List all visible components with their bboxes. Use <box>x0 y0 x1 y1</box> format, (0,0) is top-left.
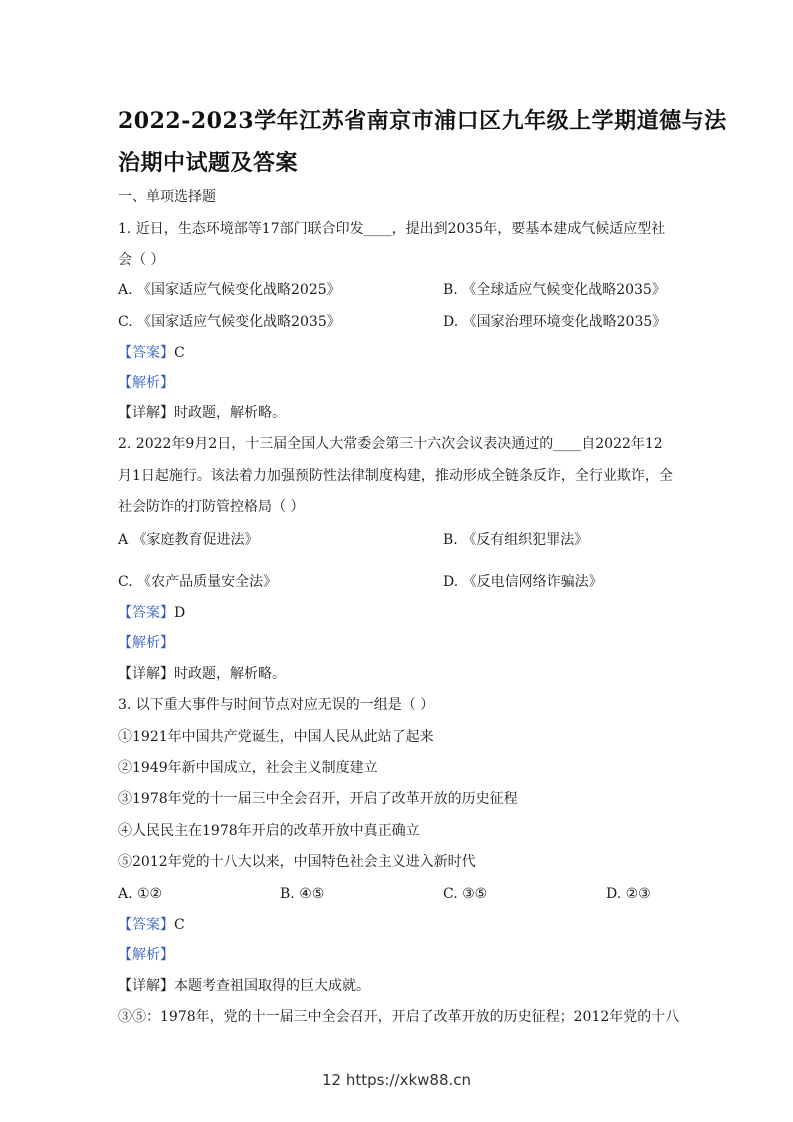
q1-answer <box>118 344 185 362</box>
q1-stem-line-1: 1. 近日，生态环境部等17部门联合印发____，提出到2035年，要基本建成气候适应型社 <box>118 221 666 237</box>
q3-item-4: ④人民民主在1978年开启的改革开放中真正确立 <box>118 823 420 839</box>
section-heading: 一、单项选择题 <box>118 189 216 205</box>
q2-option-a: A 《家庭教育促进法》 <box>118 532 259 548</box>
page-footer: 12 https://xkw88.cn <box>321 1071 472 1089</box>
q2-analysis-label: 【解析】 <box>118 635 174 651</box>
q1-detail: 【详解】时政题，解析略。 <box>118 405 286 421</box>
answer-value: C <box>174 345 185 361</box>
q2-stem-line-1: 2. 2022年9月2日，十三届全国人大常委会第三十六次会议表决通过的____自2022年12 <box>118 436 663 452</box>
q3-item-1: ①1921年中国共产党诞生，中国人民从此站了起来 <box>118 729 434 745</box>
q2-option-c: C. 《农产品质量安全法》 <box>118 574 278 590</box>
q3-detail: 【详解】本题考查祖国取得的巨大成就。 <box>118 978 370 994</box>
answer-label: 【答案】 <box>118 345 174 361</box>
q1-stem-line-2: 会（ ） <box>118 252 165 268</box>
q1-option-b: B. 《全球适应气候变化战略2035》 <box>443 282 666 298</box>
q1-analysis-label: 【解析】 <box>118 375 174 391</box>
q3-stem: 3. 以下重大事件与时间节点对应无误的一组是（ ） <box>118 697 435 713</box>
q2-option-b: B. 《反有组织犯罪法》 <box>443 532 589 548</box>
q2-answer <box>118 604 185 622</box>
q3-item-2: ②1949年新中国成立，社会主义制度建立 <box>118 760 378 776</box>
q3-option-a: A. ①② <box>118 886 163 902</box>
q3-option-c: C. ③⑤ <box>443 886 488 902</box>
answer-label: 【答案】 <box>118 917 174 933</box>
answer-value: C <box>174 917 185 933</box>
q2-stem-line-2: 月1日起施行。该法着力加强预防性法律制度构建，推动形成全链条反诈，全行业欺诈，全 <box>118 468 673 484</box>
q3-item-3: ③1978年党的十一届三中全会召开，开启了改革开放的历史征程 <box>118 791 518 807</box>
q3-answer <box>118 916 185 934</box>
q2-stem-line-3: 社会防诈的打防管控格局（ ） <box>118 499 305 515</box>
q3-analysis-label: 【解析】 <box>118 947 174 963</box>
q2-detail: 【详解】时政题，解析略。 <box>118 666 286 682</box>
document-title-line-1: 2022-2023学年江苏省南京市浦口区九年级上学期道德与法 <box>118 108 727 134</box>
q3-explanation: ③⑤：1978年，党的十一届三中全会召开，开启了改革开放的历史征程；2012年党的十八 <box>118 1009 680 1025</box>
q1-option-a: A. 《国家适应气候变化战略2025》 <box>118 282 341 298</box>
q3-item-5: ⑤2012年党的十八大以来，中国特色社会主义进入新时代 <box>118 854 476 870</box>
q2-option-d: D. 《反电信网络诈骗法》 <box>443 574 603 590</box>
document-title-line-2: 治期中试题及答案 <box>118 150 299 176</box>
q3-option-d: D. ②③ <box>606 886 651 902</box>
answer-value: D <box>174 605 186 621</box>
q1-option-d: D. 《国家治理环境变化战略2035》 <box>443 314 667 330</box>
q1-option-c: C. 《国家适应气候变化战略2035》 <box>118 314 341 330</box>
answer-label: 【答案】 <box>118 605 174 621</box>
q3-option-b: B. ④⑤ <box>280 886 325 902</box>
